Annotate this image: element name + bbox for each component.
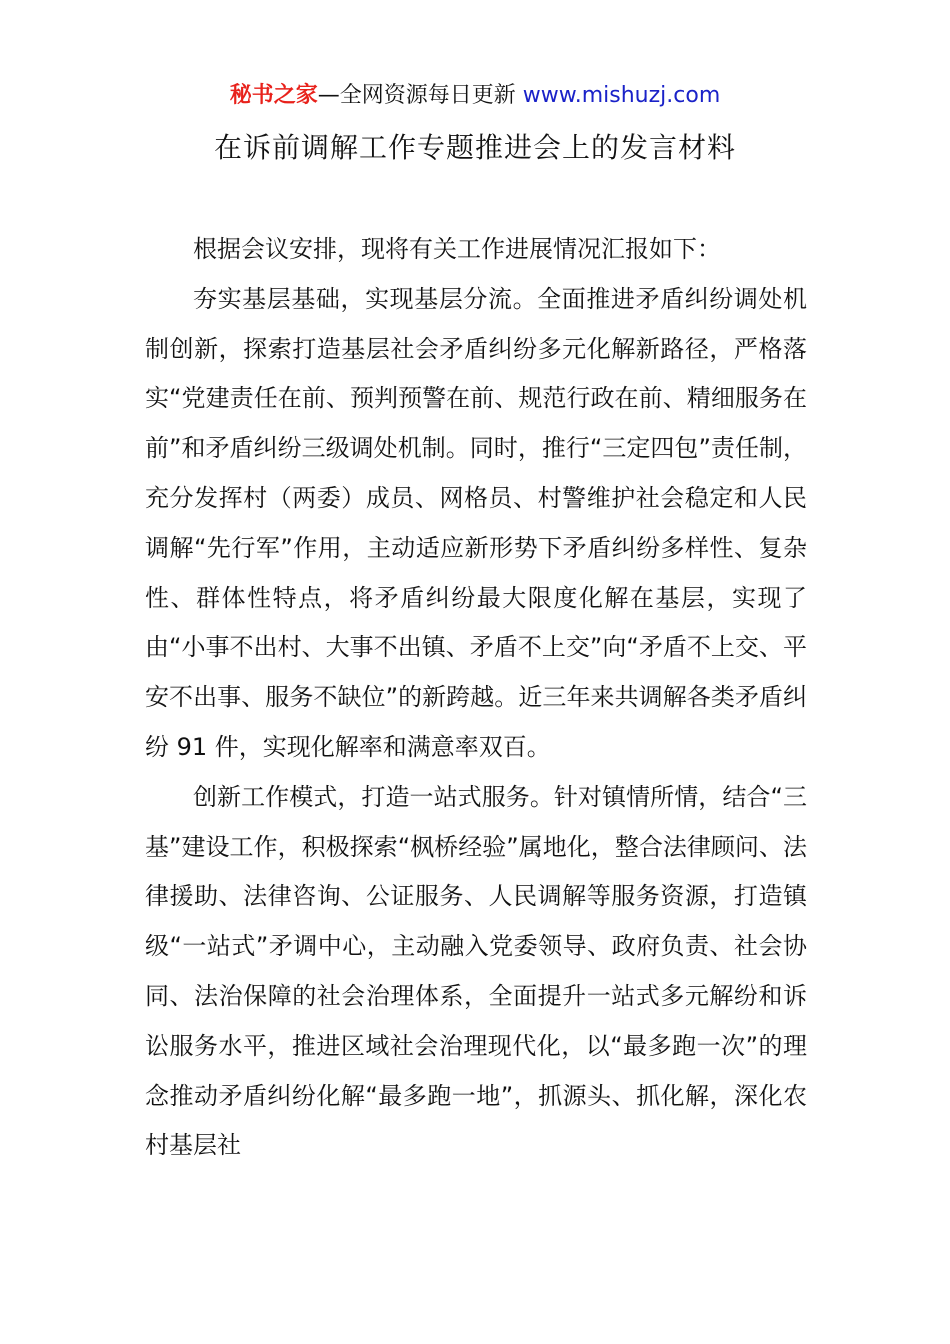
paragraph-grassroots: 夯实基层基础，实现基层分流。全面推进矛盾纠纷调处机制创新，探索打造基层社会矛盾纠纷多元化解新路径，严格落实“党建责任在前、预判预警在前、规范行政在前、精细服务在前”和矛盾纠纷三级调处机制。同时，推行“三定四包”责任制，充分发挥村（两委）成员、网格员、村警维护社会稳定和人民调解“先行军”作用，主动适应新形势下矛盾纠纷多样性、复杂性、群体性特点，将矛盾纠纷最大限度化解在基层，实现了由“小事不出村、大事不出镇、矛盾不上交”向“矛盾不上交、平安不出事、服务不缺位”的新跨越。近三年来共调解各类矛盾纠纷 91 件，实现化解率和满意率双百。 — [145, 284, 807, 761]
document-title: 在诉前调解工作专题推进会上的发言材料 — [213, 131, 736, 164]
header-tagline: —全网资源每日更新 — [317, 83, 516, 108]
brand-name: 秘书之家 — [229, 83, 318, 108]
paragraph-intro: 根据会议安排，现将有关工作进展情况汇报如下： — [193, 235, 721, 263]
site-header — [0, 80, 950, 112]
site-url-link[interactable]: www.mishuzj.com — [522, 83, 721, 108]
paragraph-one-stop-service: 创新工作模式，打造一站式服务。针对镇情所情，结合“三基”建设工作，积极探索“枫桥经验”属地化，整合法律顾问、法律援助、法律咨询、公证服务、人民调解等服务资源，打造镇级“一站式”矛调中心，主动融入党委领导、政府负责、社会协同、法治保障的社会治理体系，全面提升一站式多元解纷和诉讼服务水平，推进区域社会治理现代化，以“最多跑一次”的理念推动矛盾纠纷化解“最多跑一地”，抓源头、抓化解，深化农村基层社 — [145, 782, 807, 1160]
document-body — [145, 225, 807, 1171]
